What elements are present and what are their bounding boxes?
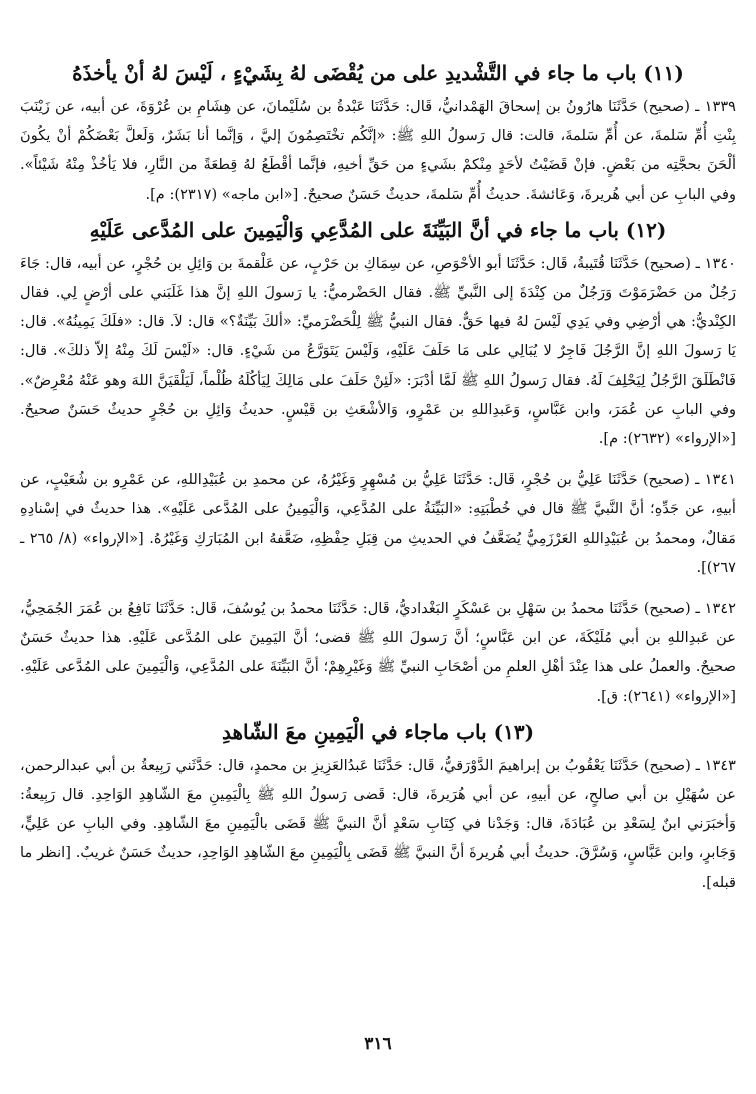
chapter-11-title: (١١) باب ما جاء في التَّشْديدِ على من يُقْضَى لهُ بِشَيْءٍ ، لَيْسَ لهُ أنْ يأخذَهُ (72, 61, 684, 85)
hadith-1339: ١٣٣٩ ـ (صحيح) حَدَّثَنَا هارُونُ بن إسحاقَ الهَمْدانيُّ، قَال: حَدَّثَنَا عَبْدةُ بن سُلَيْمانَ، عن هِشَامِ بن عُرْوَةَ، عن أبيه، عن زَيْنَبَ بِنْتِ أُمِّ سَلمةَ، عن أُمِّ سَلمةَ، قالت: قال رَسولُ اللهِ ﷺ: «إنَّكُم تخْتَصِمُونَ إليَّ ، وَإنَّما أنا بَشَرٌ، وَلَعلَّ بَعْضَكُمْ أنْ يكُونَ ألْحَنَ بحجَّتِه من بَعْضٍ. فإنْ قَضَيْتُ لأحَدٍ مِنْكمْ بشَيءٍ من حَقِّ أخيهِ، فإنَّما أقْطَعُ لهُ قِطعَةً من النَّارِ، فلا يَأخُذْ مِنْهُ شَيْئاً». وفي البابِ عن أبي هُريرةَ، وَعَائشةَ. حديثُ أُمِّ سَلمةَ، حديثٌ حَسَنٌ صحيحٌ. [«ابن ماجه» (٢٣١٧): م]. (20, 98, 736, 203)
chapter-12-title: (١٢) باب ما جاء في أنَّ البَيِّنَةَ على المُدَّعِي وَالْيَمِينَ على المُدَّعى عَلَيْهِ (89, 217, 667, 242)
chapter-13-title: (١٣) باب ماجاء في الْيَمِينِ معَ الشّاهدِ (221, 719, 535, 744)
hadith-1341: ١٣٤١ ـ (صحيح) حَدَّثَنَا عَلِيُّ بن حُجْرٍ، قَال: حَدَّثَنَا عَلِيُّ بن مُسْهِرٍ وَغَيْرُهُ، عن محمدِ بن عُبَيْدِاللهِ، عن عَمْرِو بن شُعَيْبٍ، عن أبيهِ، عن جَدِّهِ؛ أنَّ النَّبيَّ ﷺ قال في خُطْبَتِهِ: «البَيِّنَةُ على المُدَّعِي، وَالْيَمِينُ على المُدَّعى عَلَيْهِ». هذا حديثٌ في إسْنادِهِ مَقالٌ، ومحمدُ بن عُبَيْدِاللهِ العَرْزَمِيُّ يُضَعَّفُ في الحديثِ من قِبَلِ حِفْظِهِ، ضَعَّفهُ ابن المُبَارَكِ وَغَيْرُهُ. [«الإرواء» (٨/ ٢٦٥ ـ ٢٦٧)]. (20, 471, 737, 576)
page-number: ٣١٦ (364, 1034, 392, 1054)
hadith-1343: ١٣٤٣ ـ (صحيح) حَدَّثَنَا يَعْقُوبُ بن إبراهيمَ الدَّوْرَقيُّ، قَال: حَدَّثَنَا عَبدُالعَزِيزِ بن محمدٍ، قال: حَدَّثَني رَبِيعةُ بن أبي عبدالرحمن، عن سُهَيْلِ بن أبي صالحٍ، عن أبيهِ، عن أبي هُرَيرةَ، قال: قَضى رَسولُ اللهِ ﷺ بِالْيَمِينِ معَ الشّاهِدِ الوَاحِدِ. قال رَبِيعةُ: وَأخبَرَني ابنٌ لِسَعْدِ بن عُبَادَةَ، قال: وَجَدْنا في كِتَابِ سَعْدٍ أنَّ النبيَّ ﷺ قَضَى بالْيَمِينِ معَ الشّاهِدِ. وفي البابِ عن عَلِيٍّ، وَجَابرٍ، وابن عَبَّاسٍ، وَسُرَّقَ. حديثُ أبي هُريرةَ أنَّ النبيَّ ﷺ قَضَى بِالْيَمِينِ معَ الشّاهِدِ الوَاحِدِ، حديثٌ حَسَنٌ غريبٌ. [انظر ما قبله]. (20, 756, 736, 891)
hadith-1340: ١٣٤٠ ـ (صحيح) حَدَّثَنَا قُتَيبةُ، قَال: حَدَّثَنَا أبو الأحْوَصِ، عن سِمَاكِ بن حَرْبٍ، عن عَلْقمةَ بن وَائِلِ بن حُجْرٍ، عن أبيه، قال: جَاءَ رَجُلٌ من حَضْرَمَوْتَ وَرَجُلٌ من كِنْدَةَ إلى النَّبيِّ ﷺ. فقال الحَضْرميُّ: يا رَسولَ اللهِ إنَّ هذا غَلَبَني على أرْضٍ لِي. فقال الكِنْديُّ: هي أرْضِي وفي يَدِي لَيْسَ لهُ فيها حَقٌّ. فقال النبيُّ ﷺ لِلْحَضْرَميِّ: «ألكَ بَيِّنَةٌ؟» قال: لاَ. قال: «فلَكَ يَمِينُهُ». قال: يَا رَسولَ اللهِ إنَّ الرَّجُلَ فَاجِرٌ لا يُبَالِي على مَا حَلَفَ عَلَيْهِ، وَلَيْسَ يَتَوَرَّعُ من شَيْءٍ. قال: «لَيْسَ لَكَ مِنْهُ إلاّ ذلكَ». قال: فَانْطَلَقَ الرَّجُلُ لِيَحْلِفَ لَهُ. فقال رَسولُ اللهِ ﷺ لَمَّا أدْبَرَ: «لَئِنْ حَلَفَ على مَالِكَ لِيَأكُلَهُ ظُلْماً، لَيَلْقَيَنَّ اللهَ وهو عَنْهُ مُعْرِضٌ». وفي البابِ عن عُمَرَ، وابن عَبَّاسٍ، وَعَبدِاللهِ بن عَمْرٍو، وَالأشْعَثِ بن قَيْسٍ. حديثُ وَائِلِ بن حُجْرٍ حديثٌ حَسَنٌ صحيحٌ. [«الإرواء» (٢٦٣٢): م]. (20, 254, 736, 448)
hadith-1342: ١٣٤٢ ـ (صحيح) حَدَّثَنَا محمدُ بن سَهْلِ بن عَسْكَرٍ البَغْداديُّ، قَال: حَدَّثَنَا محمدُ بن يُوسُفَ، قَال: حَدَّثَنَا نَافِعُ بن عُمَرَ الجُمَحِيُّ، عن عَبدِاللهِ بن أبي مُلَيْكَةَ، عن ابن عَبَّاسٍ؛ أنَّ رَسولَ اللهِ ﷺ قضى؛ أنَّ اليَمِينَ على المُدَّعى عَلَيْهِ. هذا حديثٌ حَسَنٌ صحيحٌ. والعملُ على هذا عِنْدَ أهْلِ العلمِ من أصْحَابِ النبيِّ ﷺ وَغَيْرِهِمْ؛ أنَّ البَيِّنَةَ على المُدَّعِي، وَالْيَمِينَ على المُدَّعى عَلَيْهِ. [«الإرواء» (٢٦٤١): ق]. (20, 600, 736, 705)
